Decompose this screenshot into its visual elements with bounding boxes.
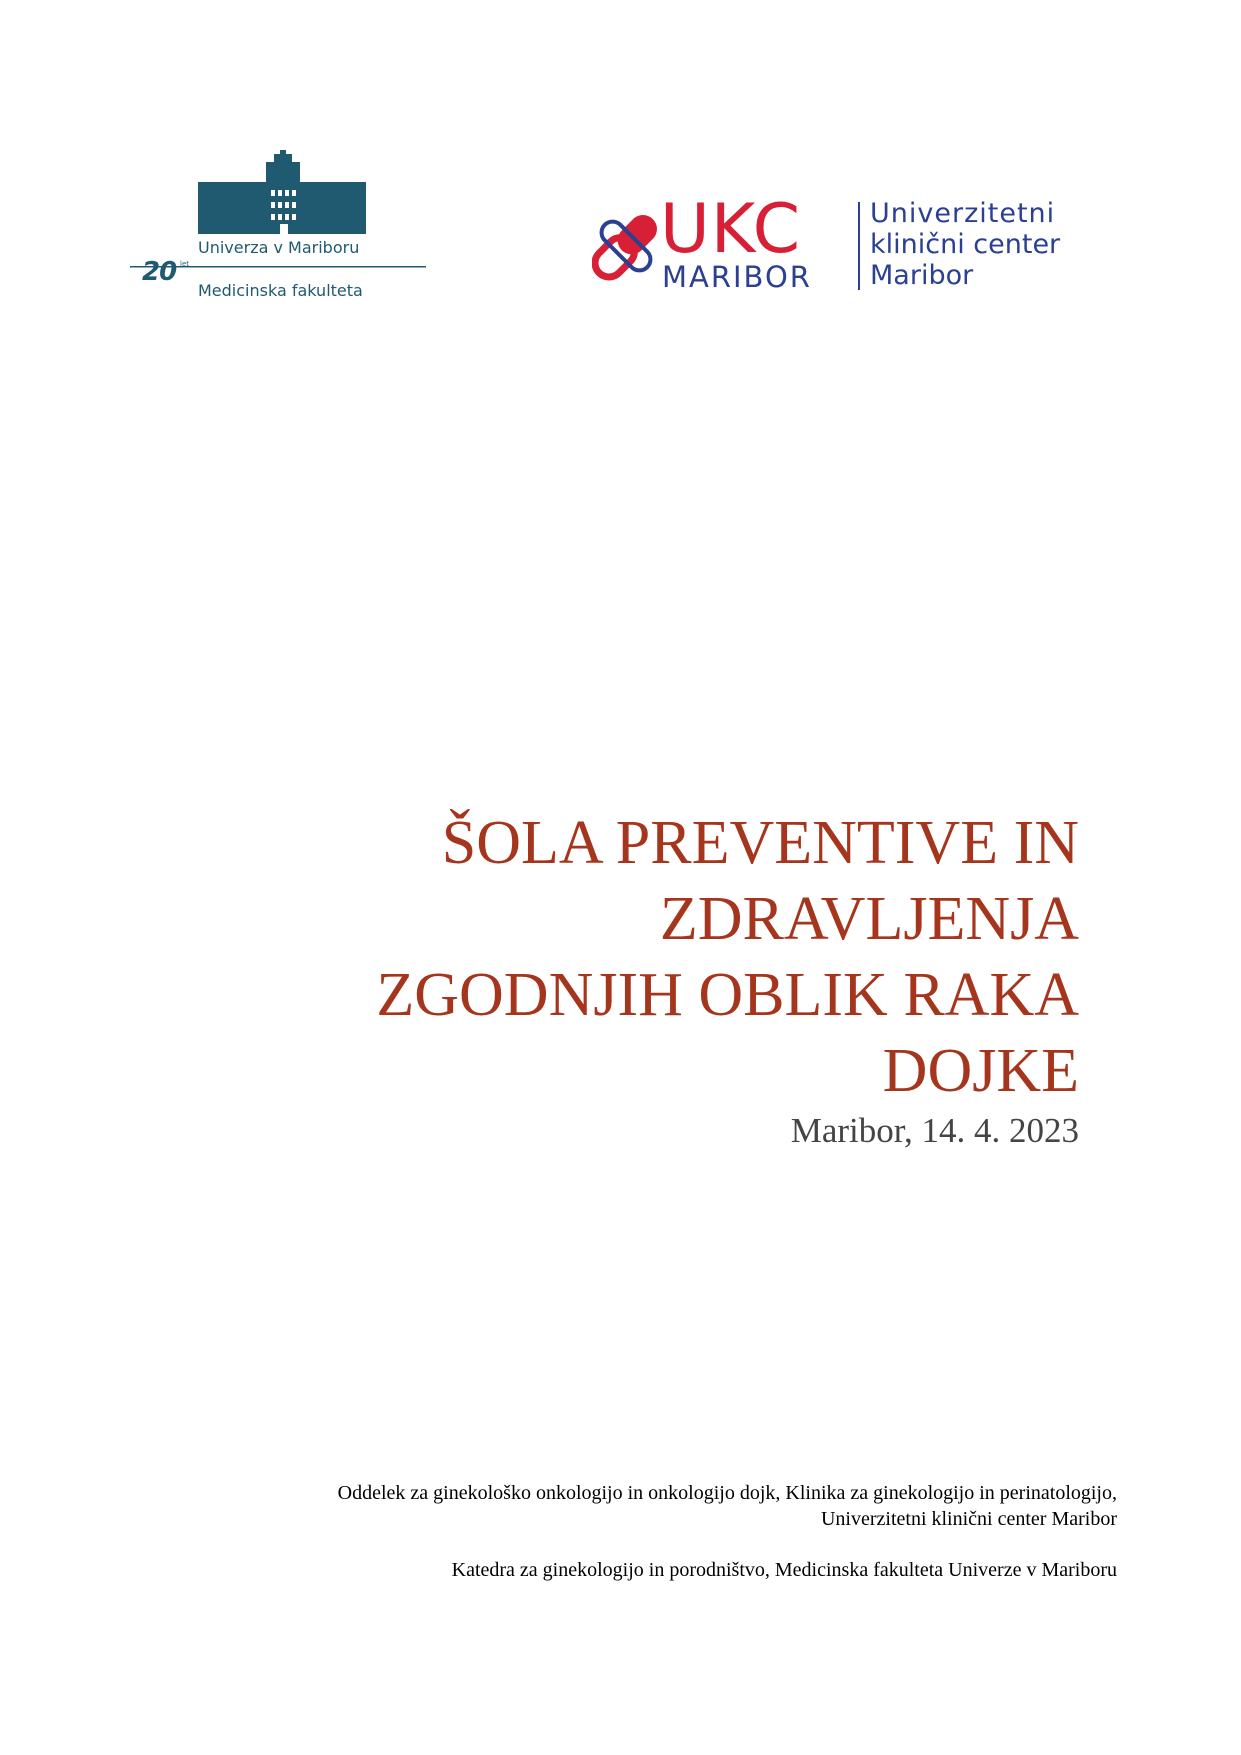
um-logo bbox=[130, 150, 430, 310]
university-name: Univerza v Mariboru bbox=[198, 238, 360, 257]
title-line: ZGODNJIH OBLIK RAKA bbox=[376, 961, 1079, 1029]
event-date: Maribor, 14. 4. 2023 bbox=[790, 1111, 1079, 1150]
anniversary-suffix: let bbox=[180, 260, 189, 268]
document-title bbox=[179, 805, 1079, 1109]
ukc-logo bbox=[592, 190, 1092, 308]
anniversary-number: 20 bbox=[142, 257, 177, 287]
ukc-short-name: UKC bbox=[660, 190, 802, 269]
title-line: ZDRAVLJENJA bbox=[659, 885, 1079, 953]
footer-line: Univerzitetni klinični center Maribor bbox=[820, 1508, 1117, 1530]
organizer-chair bbox=[452, 1557, 1117, 1583]
title-line: DOJKE bbox=[882, 1037, 1079, 1105]
title-line: ŠOLA PREVENTIVE IN bbox=[441, 809, 1079, 877]
faculty-name: Medicinska fakulteta bbox=[198, 281, 363, 300]
footer-line: Katedra za ginekologijo in porodništvo, Medicinska fakulteta Univerze v Mariboru bbox=[451, 1559, 1117, 1581]
ukc-name-line-3: Maribor bbox=[870, 260, 974, 291]
ukc-city: MARIBOR bbox=[662, 260, 812, 294]
footer-line: Oddelek za ginekološko onkologijo in onkologijo dojk, Klinika za ginekologijo in perinatologijo, bbox=[337, 1482, 1117, 1504]
organizer-department bbox=[338, 1480, 1117, 1532]
ukc-name-line-1: Univerzitetni bbox=[870, 198, 1056, 229]
ukc-divider bbox=[858, 202, 860, 290]
ukc-emblem-icon bbox=[592, 198, 662, 298]
ukc-name-line-2: klinični center bbox=[870, 229, 1061, 260]
